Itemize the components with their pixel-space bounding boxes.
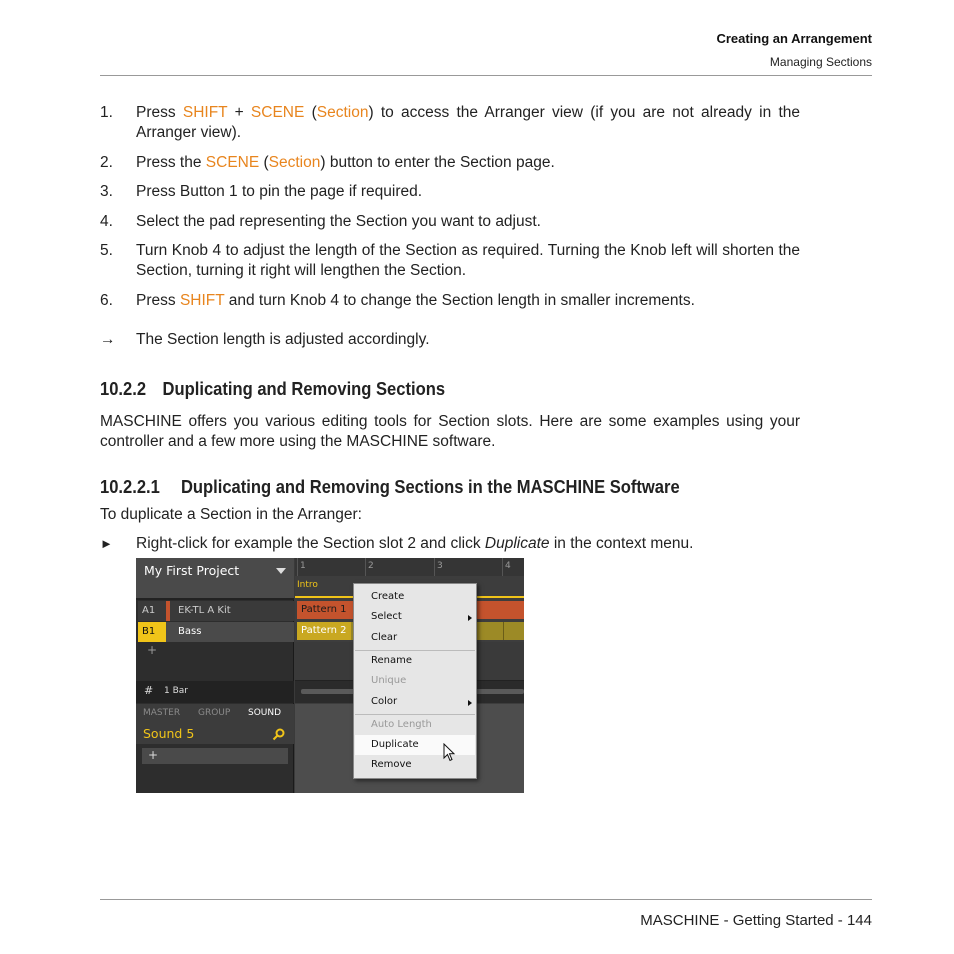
project-title: My First Project [144,563,240,578]
page-footer: MASCHINE - Getting Started - 144 [640,912,872,929]
left-panel [136,558,294,793]
pattern-clip[interactable]: Pattern 1 [297,601,524,619]
step-6 [100,291,800,311]
step-text: Press SHIFT and turn Knob 4 to change the Section length in smaller increments. [136,292,695,309]
menu-item-rename[interactable]: Rename [371,655,413,666]
result-arrow-icon: → [100,331,116,348]
menu-item-clear[interactable]: Clear [371,632,398,643]
step-number: 2. [100,154,113,171]
mouse-cursor-icon [443,743,457,763]
footer-divider [100,899,872,900]
menu-item-color[interactable]: Color [371,696,398,707]
running-header-subtitle: Managing Sections [769,55,872,69]
menu-item-select[interactable]: Select [371,611,402,622]
tab-group[interactable]: GROUP [198,708,231,718]
step-text: Turn Knob 4 to adjust the length of the Section as required. Turning the Knob left will shorten the Section, turning it right will lengthen the Section. [136,242,800,279]
step-5 [100,241,800,281]
result-line [100,330,800,350]
instruction [100,534,800,554]
timeline-ruler[interactable]: 1 2 3 4 [295,558,524,576]
header-divider [100,75,872,76]
step-number: 6. [100,292,113,309]
project-header[interactable] [136,558,294,598]
add-sound-button[interactable]: + [148,748,159,762]
menu-item-duplicate[interactable]: Duplicate [371,739,419,750]
sound-tabs [136,704,294,744]
menu-item-create[interactable]: Create [371,591,405,602]
section-paragraph: MASCHINE offers you various editing tools for Section slots. Here are some examples using your controller and a few more using the MASCHINE software. [100,413,800,450]
group-id: B1 [138,622,166,642]
step-text: Select the pad representing the Section you want to adjust. [136,213,541,230]
bullet-arrow-icon: ► [100,536,113,551]
group-id: A1 [142,605,156,616]
step-2 [100,153,800,173]
menu-item-auto-length: Auto Length [371,719,432,730]
grid-icon: # [144,684,154,697]
step-text: Press the SCENE (Section) button to enter the Section page. [136,154,555,171]
step-text: Press Button 1 to pin the page if required. [136,183,423,200]
section-heading: 10.2.2 Duplicating and Removing Sections [100,379,446,399]
running-header-title: Creating an Arrangement [716,31,872,46]
group-row[interactable] [138,622,294,642]
submenu-arrow-icon [468,700,472,706]
step-1 [100,103,800,143]
pattern-clip[interactable]: Pattern 2 [297,622,524,640]
add-group-button[interactable]: + [147,643,158,657]
step-number: 3. [100,183,113,200]
context-menu [353,583,477,779]
bar-length-label: 1 Bar [164,686,188,696]
subsection-heading: 10.2.2.1 Duplicating and Removing Sections in the MASCHINE Software [100,477,680,497]
tab-sound[interactable]: SOUND [248,708,282,718]
intro-text: To duplicate a Section in the Arranger: [100,506,362,523]
menu-item-remove[interactable]: Remove [371,759,412,770]
group-name: Bass [178,626,202,637]
step-number: 1. [100,104,113,121]
maschine-software-screenshot [136,558,524,793]
step-text: Press SHIFT + SCENE (Section) to access the Arranger view (if you are not already in the Arranger view). [136,104,800,141]
group-row[interactable] [138,601,294,621]
step-number: 5. [100,242,113,259]
step-4 [100,212,800,232]
scene-name: Intro [297,580,318,590]
group-name: EK-TL A Kit [178,605,231,616]
tab-master[interactable]: MASTER [143,708,181,718]
menu-item-unique: Unique [371,675,407,686]
search-icon[interactable] [272,728,285,741]
bar-length-control[interactable] [136,681,294,703]
group-color-strip [166,601,170,621]
sound-name[interactable]: Sound 5 [143,726,195,741]
step-number: 4. [100,213,113,230]
result-text: The Section length is adjusted accordingly. [136,331,430,348]
submenu-arrow-icon [468,615,472,621]
add-sound-row[interactable] [142,748,288,764]
instruction-text: Right-click for example the Section slot 2 and click Duplicate in the context menu. [136,535,694,552]
step-3 [100,182,800,202]
dropdown-arrow-icon[interactable] [276,568,286,574]
